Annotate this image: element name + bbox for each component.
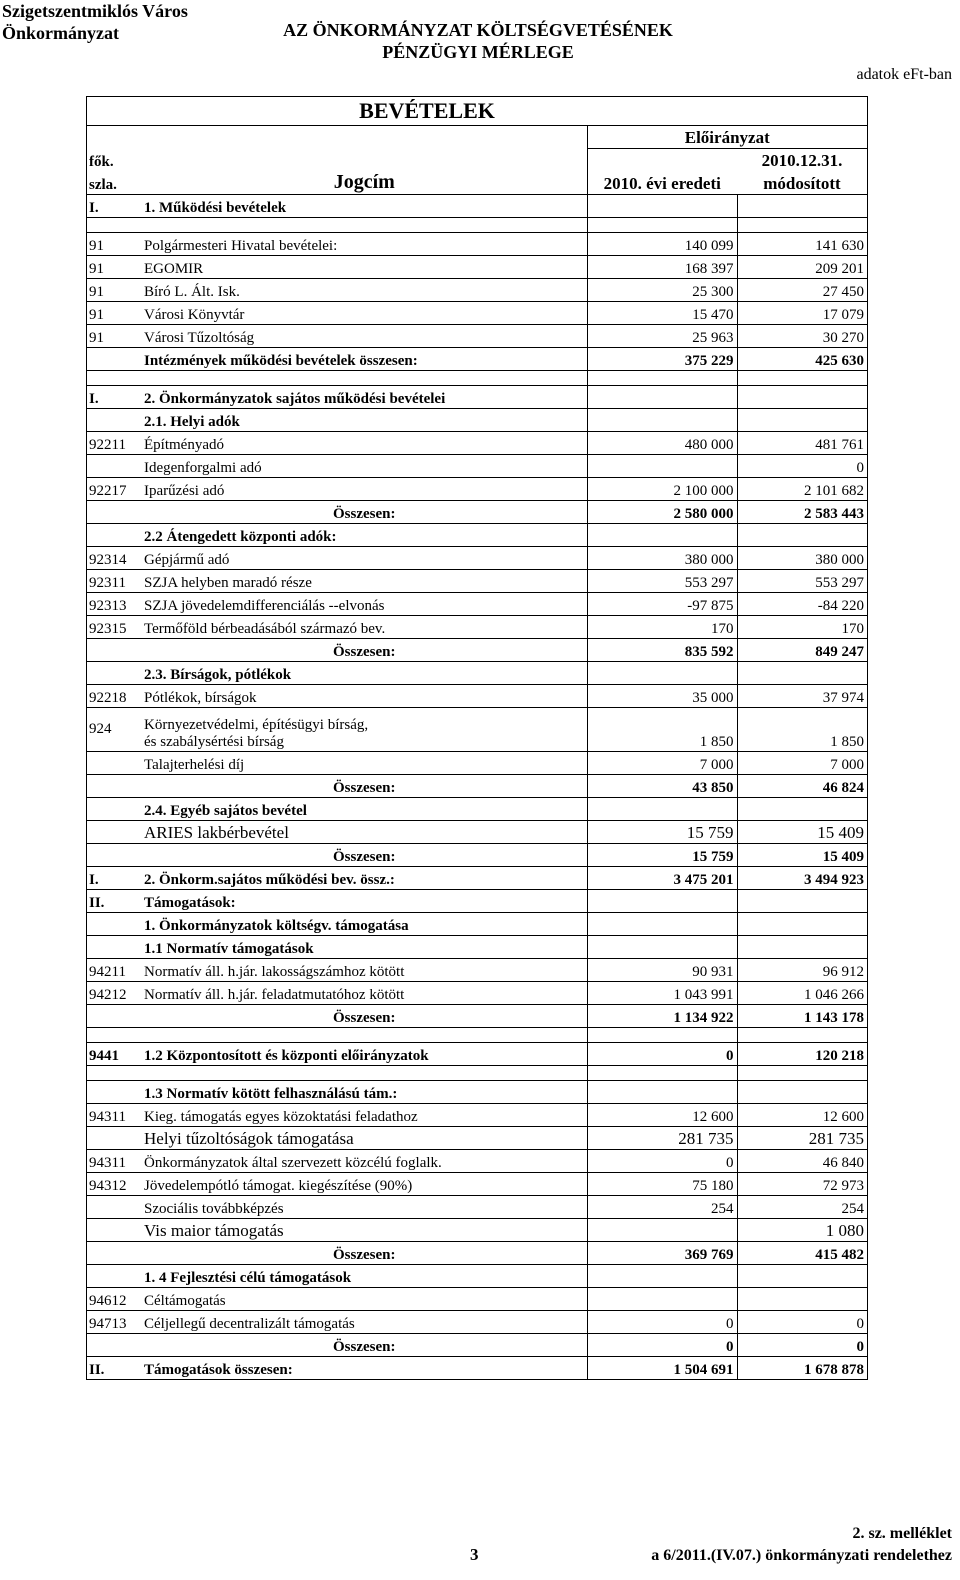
- row-label: Összesen:: [142, 639, 587, 662]
- row-modified: [737, 890, 867, 913]
- table-row: [87, 1028, 867, 1043]
- row-original: [587, 1081, 737, 1104]
- row-code: 92211: [87, 432, 142, 455]
- row-original: [587, 409, 737, 432]
- row-original: [587, 1066, 737, 1081]
- table-row: [87, 1081, 867, 1104]
- row-modified: 1 046 266: [737, 982, 867, 1005]
- table-row: [87, 371, 867, 386]
- row-label: [142, 708, 587, 752]
- row-label: Intézmények működési bevételek összesen:: [142, 348, 587, 371]
- org-line-1: Szigetszentmiklós Város: [2, 1, 188, 21]
- row-original: 75 180: [587, 1173, 737, 1196]
- row-modified: 0: [737, 1311, 867, 1334]
- table-row: [87, 1173, 867, 1196]
- row-modified: [737, 1081, 867, 1104]
- row-original: 0: [587, 1150, 737, 1173]
- row-code: 92313: [87, 593, 142, 616]
- row-label: Talajterhelési díj: [142, 752, 587, 775]
- row-code: [87, 1028, 142, 1043]
- table-row: [87, 432, 867, 455]
- col-fok-2: szla.: [89, 177, 117, 193]
- row-label: Céljellegű decentralizált támogatás: [142, 1311, 587, 1334]
- table-row: [87, 302, 867, 325]
- row-modified: 2 101 682: [737, 478, 867, 501]
- row-label: Összesen:: [142, 844, 587, 867]
- row-modified: 15 409: [737, 821, 867, 844]
- row-modified: 425 630: [737, 348, 867, 371]
- row-label: SZJA helyben maradó része: [142, 570, 587, 593]
- table-row: [87, 1150, 867, 1173]
- row-code: 9441: [87, 1043, 142, 1066]
- row-label: 1.3 Normatív kötött felhasználású tám.:: [142, 1081, 587, 1104]
- row-modified: 96 912: [737, 959, 867, 982]
- table-row: [87, 547, 867, 570]
- row-modified: [737, 662, 867, 685]
- table-row: [87, 982, 867, 1005]
- row-original: 25 963: [587, 325, 737, 348]
- table-row: [87, 1104, 867, 1127]
- row-label: Összesen:: [142, 775, 587, 798]
- row-code: 91: [87, 279, 142, 302]
- table-row: [87, 386, 867, 409]
- table-row: [87, 1265, 867, 1288]
- row-code: 94211: [87, 959, 142, 982]
- row-original: [587, 662, 737, 685]
- row-original: 375 229: [587, 348, 737, 371]
- row-code: 91: [87, 302, 142, 325]
- row-original: 254: [587, 1196, 737, 1219]
- table-row: [87, 798, 867, 821]
- table-row: [87, 685, 867, 708]
- col-fok-1: fők.: [89, 154, 114, 170]
- table-row: [87, 256, 867, 279]
- row-label: Kieg. támogatás egyes közoktatási feladathoz: [142, 1104, 587, 1127]
- row-original: 1 043 991: [587, 982, 737, 1005]
- annex-note: [651, 1523, 952, 1567]
- row-label: Összesen:: [142, 1242, 587, 1265]
- row-original: 1 134 922: [587, 1005, 737, 1028]
- table-row: [87, 325, 867, 348]
- table-row: [87, 752, 867, 775]
- row-label: Idegenforgalmi adó: [142, 455, 587, 478]
- table-row: [87, 913, 867, 936]
- row-original: 0: [587, 1334, 737, 1357]
- row-code: [87, 348, 142, 371]
- row-label: Jövedelempótló támogat. kiegészítése (90%): [142, 1173, 587, 1196]
- row-code: [87, 409, 142, 432]
- row-modified: 1 678 878: [737, 1357, 867, 1380]
- row-original: 3 475 201: [587, 867, 737, 890]
- row-code: [87, 1334, 142, 1357]
- row-modified: 46 824: [737, 775, 867, 798]
- row-original: [587, 386, 737, 409]
- row-label: 1. Működési bevételek: [142, 195, 587, 218]
- row-original: 7 000: [587, 752, 737, 775]
- row-modified: 7 000: [737, 752, 867, 775]
- row-label: Vis maior támogatás: [142, 1219, 587, 1242]
- row-label: SZJA jövedelemdifferenciálás --elvonás: [142, 593, 587, 616]
- col-modositott-1: 2010.12.31.: [737, 149, 867, 172]
- row-code: [87, 455, 142, 478]
- row-code: [87, 752, 142, 775]
- row-original: [587, 1028, 737, 1043]
- row-modified: 281 735: [737, 1127, 867, 1150]
- table-row: [87, 478, 867, 501]
- row-code: 92314: [87, 547, 142, 570]
- row-modified: [737, 1265, 867, 1288]
- section-header: [87, 97, 867, 125]
- row-label: Támogatások:: [142, 890, 587, 913]
- annex-line-2: a 6/2011.(IV.07.) önkormányzati rendelethez: [651, 1547, 952, 1564]
- row-label: Céltámogatás: [142, 1288, 587, 1311]
- row-label: Polgármesteri Hivatal bevételei:: [142, 233, 587, 256]
- row-label: Pótlékok, bírságok: [142, 685, 587, 708]
- table-row: [87, 708, 867, 752]
- row-label: 1. 4 Fejlesztési célú támogatások: [142, 1265, 587, 1288]
- table-row: [87, 1219, 867, 1242]
- row-modified: [737, 936, 867, 959]
- row-original: 140 099: [587, 233, 737, 256]
- row-label: Önkormányzatok által szervezett közcélú foglalk.: [142, 1150, 587, 1173]
- unit-note: adatok eFt-ban: [856, 66, 952, 83]
- annex-line-1: 2. sz. melléklet: [852, 1525, 952, 1542]
- row-code: [87, 662, 142, 685]
- row-modified: 37 974: [737, 685, 867, 708]
- row-label: [142, 371, 587, 386]
- row-label: [142, 1028, 587, 1043]
- row-original: 2 100 000: [587, 478, 737, 501]
- row-modified: [737, 524, 867, 547]
- row-original: 15 759: [587, 821, 737, 844]
- row-modified: [737, 195, 867, 218]
- row-original: 170: [587, 616, 737, 639]
- table-row: [87, 570, 867, 593]
- row-original: 15 470: [587, 302, 737, 325]
- row-code: 94311: [87, 1150, 142, 1173]
- row-original: 1 850: [587, 708, 737, 752]
- row-original: 25 300: [587, 279, 737, 302]
- row-label: 1. Önkormányzatok költségv. támogatása: [142, 913, 587, 936]
- row-code: [87, 913, 142, 936]
- row-original: [587, 936, 737, 959]
- row-original: -97 875: [587, 593, 737, 616]
- row-code: 91: [87, 233, 142, 256]
- table-row: [87, 455, 867, 478]
- table-row: [87, 218, 867, 233]
- table-row: [87, 867, 867, 890]
- table-row: [87, 890, 867, 913]
- row-modified: 1 850: [737, 708, 867, 752]
- row-modified: 0: [737, 1334, 867, 1357]
- table-row: [87, 616, 867, 639]
- row-modified: [737, 1288, 867, 1311]
- table-row: [87, 662, 867, 685]
- row-modified: 15 409: [737, 844, 867, 867]
- row-modified: 415 482: [737, 1242, 867, 1265]
- row-label: Összesen:: [142, 1334, 587, 1357]
- row-code: II.: [87, 890, 142, 913]
- row-code: I.: [87, 386, 142, 409]
- row-code: [87, 1127, 142, 1150]
- title-line-1: AZ ÖNKORMÁNYZAT KÖLTSÉGVETÉSÉNEK: [283, 20, 673, 40]
- total-row: [87, 1334, 867, 1357]
- row-code: 94612: [87, 1288, 142, 1311]
- row-modified: 1 143 178: [737, 1005, 867, 1028]
- col-eredeti: 2010. évi eredeti: [587, 171, 737, 195]
- organization-name: [2, 0, 188, 44]
- row-original: 15 759: [587, 844, 737, 867]
- row-label: 2. Önkormányzatok sajátos működési bevételei: [142, 386, 587, 409]
- row-original: [587, 218, 737, 233]
- row-original: [587, 913, 737, 936]
- total-row: [87, 844, 867, 867]
- row-modified: [737, 218, 867, 233]
- row-original: [587, 455, 737, 478]
- table-row: [87, 1357, 867, 1380]
- table-row: [87, 409, 867, 432]
- row-label: Összesen:: [142, 501, 587, 524]
- row-modified: 141 630: [737, 233, 867, 256]
- row-original: 1 504 691: [587, 1357, 737, 1380]
- row-modified: [737, 386, 867, 409]
- row-code: 92311: [87, 570, 142, 593]
- row-modified: 0: [737, 455, 867, 478]
- row-label: 1.1 Normatív támogatások: [142, 936, 587, 959]
- page-number: 3: [470, 1545, 479, 1564]
- row-label: Bíró L. Ált. Isk.: [142, 279, 587, 302]
- row-label: Építményadó: [142, 432, 587, 455]
- row-modified: -84 220: [737, 593, 867, 616]
- row-modified: 46 840: [737, 1150, 867, 1173]
- row-modified: [737, 1028, 867, 1043]
- row-modified: [737, 1066, 867, 1081]
- row-label: 2. Önkorm.sajátos működési bev. össz.:: [142, 867, 587, 890]
- row-code: 924: [87, 708, 142, 752]
- row-label: 2.3. Bírságok, pótlékok: [142, 662, 587, 685]
- row-label: 2.4. Egyéb sajátos bevétel: [142, 798, 587, 821]
- table-row: [87, 959, 867, 982]
- col-modositott-2: módosított: [763, 174, 841, 193]
- row-code: [87, 1081, 142, 1104]
- row-code: 92315: [87, 616, 142, 639]
- row-original: 168 397: [587, 256, 737, 279]
- table-row: [87, 279, 867, 302]
- row-original: [587, 1288, 737, 1311]
- row-code: [87, 218, 142, 233]
- row-modified: 209 201: [737, 256, 867, 279]
- table-row: [87, 348, 867, 371]
- row-modified: 72 973: [737, 1173, 867, 1196]
- row-label: 1.2 Központosított és központi előirányzatok: [142, 1043, 587, 1066]
- row-code: [87, 1005, 142, 1028]
- row-original: 43 850: [587, 775, 737, 798]
- row-modified: 1 080: [737, 1219, 867, 1242]
- row-modified: 3 494 923: [737, 867, 867, 890]
- row-label: [142, 218, 587, 233]
- row-label: Normatív áll. h.jár. lakosságszámhoz kötött: [142, 959, 587, 982]
- table-row: [87, 821, 867, 844]
- table-row: [87, 524, 867, 547]
- row-label: Városi Tűzoltóság: [142, 325, 587, 348]
- row-modified: [737, 409, 867, 432]
- row-label: 2.2 Átengedett központi adók:: [142, 524, 587, 547]
- row-modified: 170: [737, 616, 867, 639]
- row-code: 94311: [87, 1104, 142, 1127]
- row-original: 835 592: [587, 639, 737, 662]
- row-code: 91: [87, 256, 142, 279]
- table-row: [87, 936, 867, 959]
- row-code: [87, 639, 142, 662]
- row-label: Termőföld bérbeadásából származó bev.: [142, 616, 587, 639]
- row-original: [587, 890, 737, 913]
- table-row: [87, 1127, 867, 1150]
- row-modified: 380 000: [737, 547, 867, 570]
- row-label: Normatív áll. h.jár. feladatmutatóhoz kötött: [142, 982, 587, 1005]
- row-original: [587, 798, 737, 821]
- row-label: Iparűzési adó: [142, 478, 587, 501]
- col-jogcim: Jogcím: [333, 171, 395, 193]
- row-original: 369 769: [587, 1242, 737, 1265]
- row-label: EGOMIR: [142, 256, 587, 279]
- row-modified: 553 297: [737, 570, 867, 593]
- row-code: [87, 936, 142, 959]
- total-row: [87, 1242, 867, 1265]
- row-code: 91: [87, 325, 142, 348]
- row-modified: [737, 371, 867, 386]
- table-row: [87, 1288, 867, 1311]
- row-modified: [737, 913, 867, 936]
- row-code: I.: [87, 867, 142, 890]
- row-code: [87, 775, 142, 798]
- table-row: [87, 195, 867, 218]
- org-line-2: Önkormányzat: [2, 23, 119, 43]
- row-modified: 2 583 443: [737, 501, 867, 524]
- row-label-line-2: és szabálysértési bírság: [144, 734, 284, 750]
- row-modified: 12 600: [737, 1104, 867, 1127]
- row-code: 94713: [87, 1311, 142, 1334]
- row-original: [587, 1265, 737, 1288]
- row-label: Szociális továbbképzés: [142, 1196, 587, 1219]
- row-original: 480 000: [587, 432, 737, 455]
- table-row: [87, 1311, 867, 1334]
- row-original: 281 735: [587, 1127, 737, 1150]
- row-original: [587, 371, 737, 386]
- row-code: [87, 1066, 142, 1081]
- row-original: 0: [587, 1043, 737, 1066]
- row-code: [87, 501, 142, 524]
- total-row: [87, 775, 867, 798]
- row-code: [87, 1196, 142, 1219]
- row-original: 12 600: [587, 1104, 737, 1127]
- budget-table: [86, 96, 868, 1380]
- row-modified: 30 270: [737, 325, 867, 348]
- row-label-line-1: Környezetvédelmi, építésügyi bírság,: [144, 717, 369, 733]
- row-label: Helyi tűzoltóságok támogatása: [142, 1127, 587, 1150]
- total-row: [87, 1005, 867, 1028]
- row-modified: 254: [737, 1196, 867, 1219]
- row-original: 2 580 000: [587, 501, 737, 524]
- row-code: [87, 1219, 142, 1242]
- row-code: [87, 798, 142, 821]
- row-original: 90 931: [587, 959, 737, 982]
- row-code: [87, 821, 142, 844]
- row-modified: 27 450: [737, 279, 867, 302]
- col-eloiranyzat: Előirányzat: [587, 126, 867, 149]
- row-code: [87, 1242, 142, 1265]
- row-modified: 481 761: [737, 432, 867, 455]
- total-row: [87, 501, 867, 524]
- document-title: [218, 19, 738, 63]
- row-original: [587, 195, 737, 218]
- row-label: Városi Könyvtár: [142, 302, 587, 325]
- section-title: BEVÉTELEK: [359, 98, 495, 123]
- row-modified: 849 247: [737, 639, 867, 662]
- row-code: [87, 844, 142, 867]
- row-original: 35 000: [587, 685, 737, 708]
- row-modified: 120 218: [737, 1043, 867, 1066]
- row-original: [587, 1219, 737, 1242]
- row-label: Összesen:: [142, 1005, 587, 1028]
- row-label: ARIES lakbérbevétel: [142, 821, 587, 844]
- row-label: Gépjármű adó: [142, 547, 587, 570]
- row-label: Támogatások összesen:: [142, 1357, 587, 1380]
- row-original: 553 297: [587, 570, 737, 593]
- row-original: [587, 524, 737, 547]
- row-code: 92217: [87, 478, 142, 501]
- total-row: [87, 639, 867, 662]
- row-label: 2.1. Helyi adók: [142, 409, 587, 432]
- row-code: 94312: [87, 1173, 142, 1196]
- row-code: [87, 524, 142, 547]
- revenue-table: [87, 125, 867, 1380]
- row-label: [142, 1066, 587, 1081]
- row-code: [87, 1265, 142, 1288]
- table-row: [87, 593, 867, 616]
- row-code: [87, 371, 142, 386]
- row-original: 0: [587, 1311, 737, 1334]
- table-row: [87, 1196, 867, 1219]
- row-original: 380 000: [587, 547, 737, 570]
- row-code: II.: [87, 1357, 142, 1380]
- title-line-2: PÉNZÜGYI MÉRLEGE: [382, 42, 574, 62]
- row-modified: 17 079: [737, 302, 867, 325]
- row-code: 92218: [87, 685, 142, 708]
- row-modified: [737, 798, 867, 821]
- row-code: I.: [87, 195, 142, 218]
- table-row: [87, 1043, 867, 1066]
- table-row: [87, 233, 867, 256]
- row-code: 94212: [87, 982, 142, 1005]
- table-row: [87, 1066, 867, 1081]
